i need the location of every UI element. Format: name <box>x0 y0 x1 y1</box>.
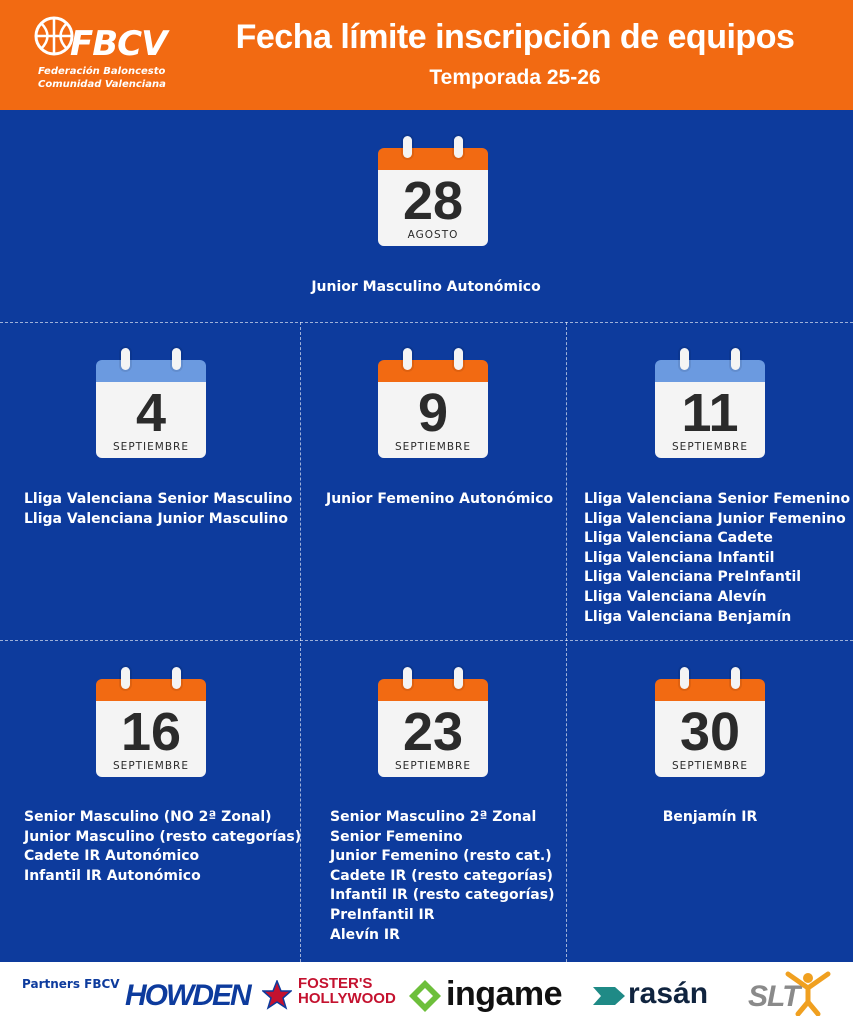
howden-logo: HOWDEN <box>125 979 250 1012</box>
category-item: Lliga Valenciana Cadete <box>584 530 773 547</box>
calendar-orange-icon <box>655 667 765 777</box>
logo-subtitle-line2: Comunidad Valenciana <box>38 79 166 90</box>
deadline-categories <box>24 490 294 529</box>
calendar-blue-icon <box>96 348 206 458</box>
deadline-month: SEPTIEMBRE <box>113 441 189 453</box>
fbcv-logo <box>32 10 202 90</box>
deadline-month: AGOSTO <box>407 229 459 241</box>
logo-subtitle-line1: Federación Baloncesto <box>38 66 166 77</box>
category-item: Infantil IR Autonómico <box>24 867 201 884</box>
category-item: Lliga Valenciana Junior Femenino <box>584 510 846 527</box>
deadline-month: SEPTIEMBRE <box>672 441 748 453</box>
slt-logo: SLT <box>748 980 800 1013</box>
calendar-orange-icon <box>378 667 488 777</box>
logo-wordmark: FBCV <box>70 24 167 64</box>
star-icon <box>262 980 292 1010</box>
fosters-hollywood-logo <box>298 976 396 1006</box>
deadline-categories <box>590 808 830 828</box>
fosters-line1: FOSTER'S <box>298 975 373 992</box>
rasan-arrow-icon <box>593 983 625 1009</box>
divider-vertical <box>566 322 567 962</box>
deadline-day: 4 <box>135 383 167 443</box>
partners-label: Partners FBCV <box>22 977 120 991</box>
deadline-day: 23 <box>402 702 464 762</box>
category-item: Alevín IR <box>330 926 400 943</box>
category-item: Junior Femenino (resto cat.) <box>330 848 552 865</box>
category-item: Lliga Valenciana Infantil <box>584 549 775 566</box>
header-bar <box>0 0 853 110</box>
deadline-day: 16 <box>120 702 182 762</box>
category-item: Senior Femenino <box>330 828 463 845</box>
calendar-orange-icon <box>378 136 488 246</box>
category-item: Lliga Valenciana Alevín <box>584 588 767 605</box>
category-item: Cadete IR (resto categorías) <box>330 867 553 884</box>
category-item: Junior Femenino Autonómico <box>326 491 554 507</box>
fosters-line2: HOLLYWOOD <box>298 990 396 1007</box>
category-item: Senior Masculino (NO 2ª Zonal) <box>24 809 272 825</box>
deadline-categories <box>226 278 626 298</box>
deadline-categories <box>24 808 302 886</box>
deadline-day: 28 <box>402 171 464 231</box>
calendar-blue-icon <box>655 348 765 458</box>
category-item: Benjamín IR <box>662 809 758 825</box>
page-title: Fecha límite inscripción de equipos <box>235 18 795 56</box>
deadline-month: SEPTIEMBRE <box>672 760 748 772</box>
divider-horizontal <box>0 640 853 641</box>
category-item: Junior Masculino (resto categorías) <box>24 828 302 845</box>
category-item: Cadete IR Autonómico <box>24 848 200 865</box>
deadline-month: SEPTIEMBRE <box>113 760 189 772</box>
partners-footer <box>0 962 853 1024</box>
category-item: PreInfantil IR <box>330 906 435 923</box>
divider-horizontal <box>0 322 853 323</box>
figure-icon <box>784 970 832 1016</box>
deadlines-panel <box>0 110 853 962</box>
category-item: Lliga Valenciana PreInfantil <box>584 569 802 586</box>
ingame-logo: ingame <box>446 975 563 1013</box>
deadline-categories <box>584 490 851 627</box>
deadline-day: 9 <box>417 383 449 443</box>
ingame-diamond-icon <box>408 979 442 1013</box>
deadline-month: SEPTIEMBRE <box>395 441 471 453</box>
calendar-orange-icon <box>96 667 206 777</box>
page-subtitle: Temporada 25-26 <box>429 66 601 89</box>
deadline-categories <box>326 490 561 510</box>
category-item: Lliga Valenciana Benjamín <box>584 608 792 625</box>
category-item: Lliga Valenciana Senior Masculino <box>24 491 293 507</box>
category-item: Senior Masculino 2ª Zonal <box>330 809 537 825</box>
rasan-logo: rasán <box>628 977 709 1010</box>
category-item: Lliga Valenciana Junior Masculino <box>24 510 288 527</box>
deadline-day: 30 <box>679 702 741 762</box>
deadline-month: SEPTIEMBRE <box>395 760 471 772</box>
deadline-categories <box>330 808 562 945</box>
category-item: Infantil IR (resto categorías) <box>330 887 555 904</box>
category-item: Lliga Valenciana Senior Femenino <box>584 491 851 507</box>
divider-vertical <box>300 322 301 962</box>
category-item: Junior Masculino Autonómico <box>311 279 541 295</box>
calendar-orange-icon <box>378 348 488 458</box>
deadline-day: 11 <box>681 383 739 443</box>
